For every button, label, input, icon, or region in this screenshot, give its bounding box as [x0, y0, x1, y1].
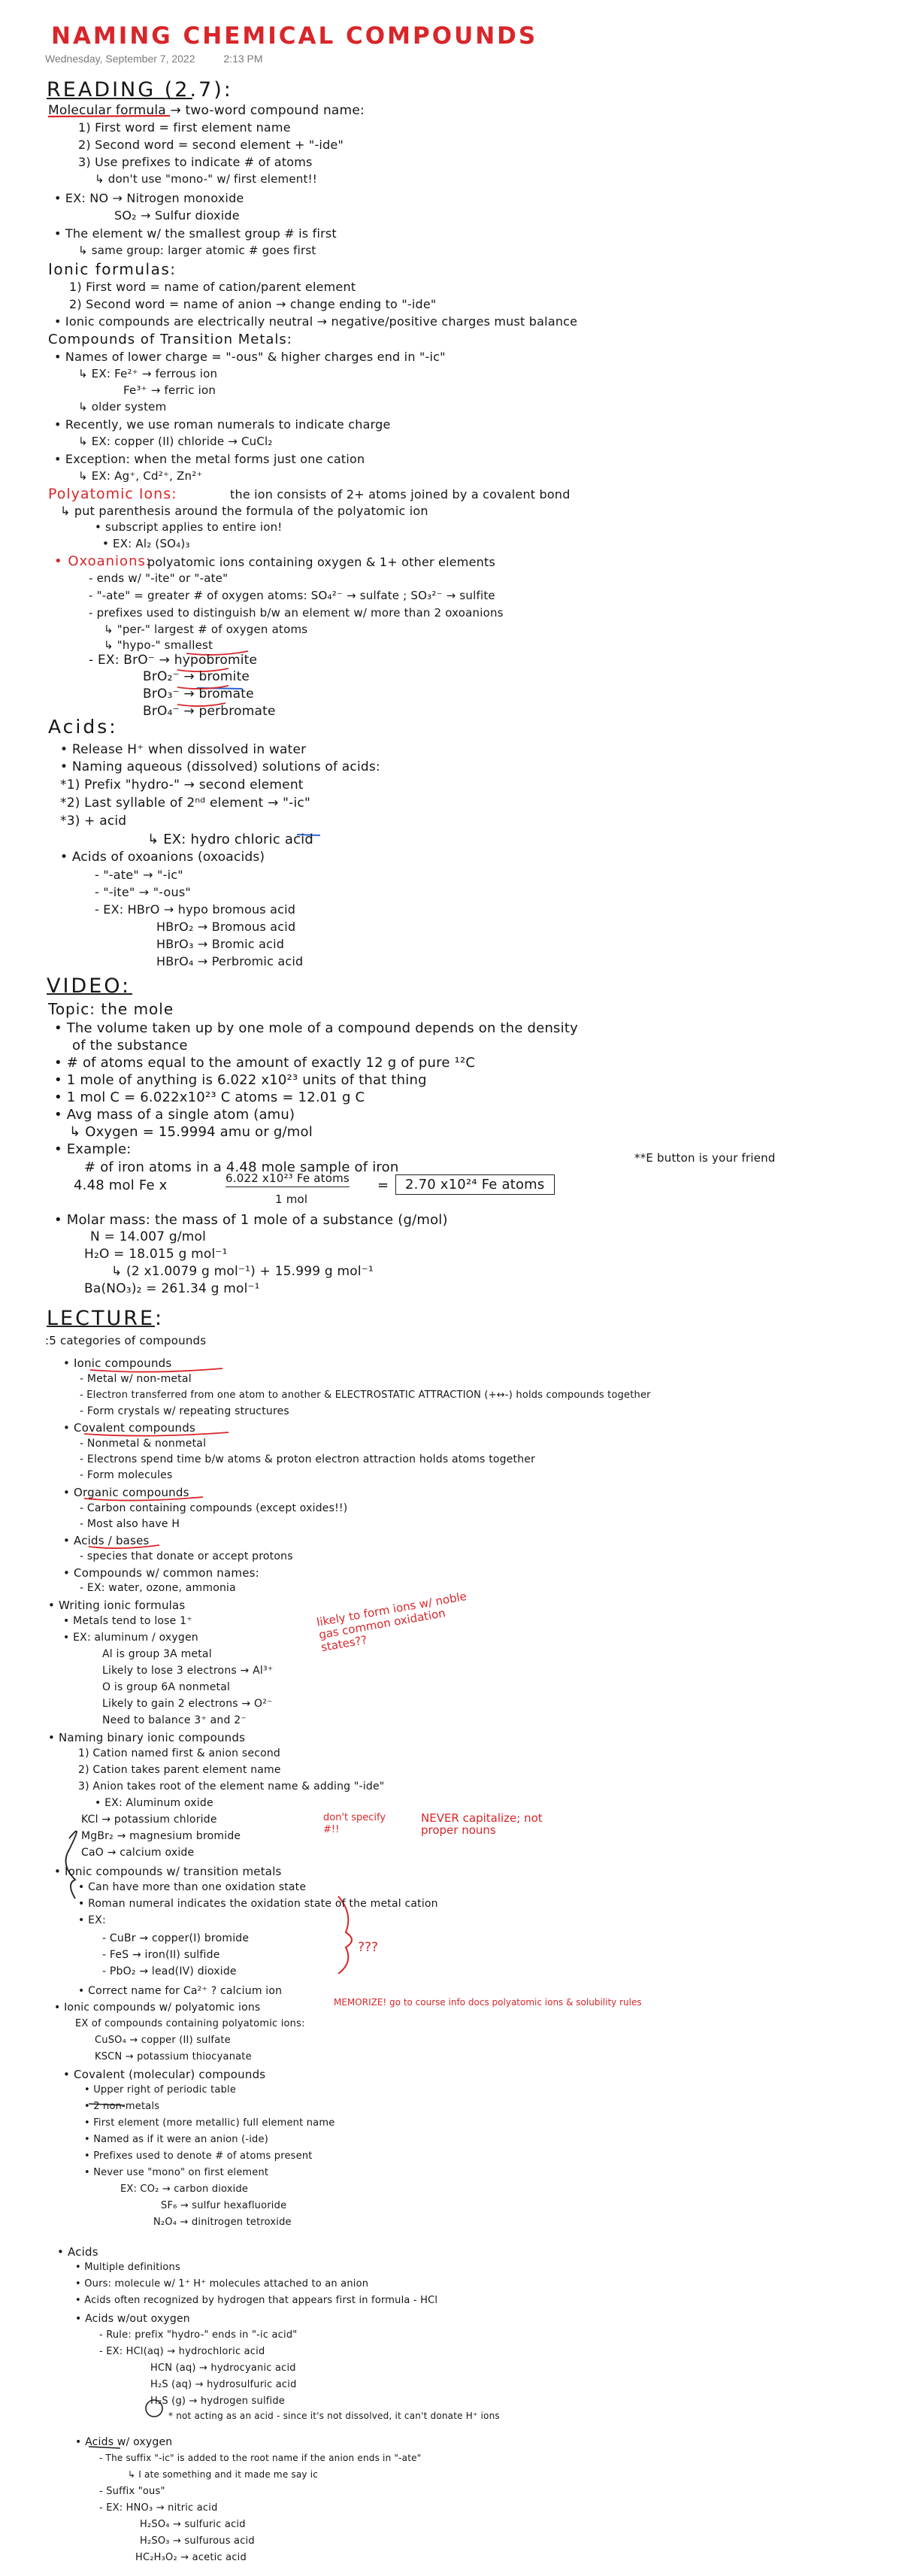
lecture-line: • Never use "mono" on first element	[84, 2167, 269, 2178]
reading-line: • Ionic compounds are electrically neutral → negative/positive charges must balance	[54, 314, 578, 329]
margin-note-memorize: MEMORIZE! go to course info docs polyatomic ions & solubility rules	[334, 1997, 642, 2008]
reading-line: ↳ older system	[78, 400, 167, 414]
reading-line: • EX: Al₂ (SO₄)₃	[102, 537, 190, 550]
lecture-line: • Naming binary ionic compounds	[48, 1731, 246, 1744]
lecture-line: Need to balance 3⁺ and 2⁻	[102, 1714, 247, 1726]
lecture-line: • Acids w/out oxygen	[75, 2313, 190, 2325]
calc-numerator: 6.022 x10²³ Fe atoms	[226, 1171, 350, 1187]
lecture-line: H₂S (aq) → hydrosulfuric acid	[150, 2379, 297, 2390]
reading-line: ↳ "per-" largest # of oxygen atoms	[104, 623, 308, 636]
reading-line: ↳ don't use "mono-" w/ first element!!	[95, 172, 318, 186]
lecture-line: - Carbon containing compounds (except oxides!!)	[80, 1502, 348, 1514]
reading-line: 3) Use prefixes to indicate # of atoms	[78, 155, 313, 169]
video-line: # of iron atoms in a 4.48 mole sample of iron	[84, 1159, 399, 1175]
reading-line: • subscript applies to entire ion!	[95, 520, 283, 534]
lecture-line: H₂S (g) → hydrogen sulfide	[150, 2396, 286, 2407]
reading-line: ↳ EX: Ag⁺, Cd²⁺, Zn²⁺	[78, 469, 203, 483]
video-line: ↳ Oxygen = 15.9994 amu or g/mol	[69, 1124, 313, 1140]
lecture-line: - Most also have H	[80, 1518, 180, 1530]
acids-line: - "-ite" → "-ous"	[95, 885, 191, 899]
video-line: • The volume taken up by one mole of a compound depends on the density	[54, 1020, 578, 1036]
reading-heading: READING (2.7):	[47, 78, 233, 102]
reading-line: • Recently, we use roman numerals to indicate charge	[54, 417, 391, 432]
lecture-line: - Suffix "ous"	[99, 2486, 165, 2497]
lecture-line: • Roman numeral indicates the oxidation state of the metal cation	[78, 1898, 438, 1910]
lecture-line: CuSO₄ → copper (II) sulfate	[95, 2035, 231, 2046]
lecture-line: • EX: Aluminum oxide	[95, 1797, 213, 1809]
calc-left: 4.48 mol Fe x	[74, 1177, 168, 1193]
lecture-line: • 2 non-metals	[84, 2101, 160, 2112]
acids-line: - EX: HBrO → hypo bromous acid	[95, 902, 296, 917]
video-line: • # of atoms equal to the amount of exactly 12 g of pure ¹²C	[54, 1055, 476, 1071]
acids-line: • Naming aqueous (dissolved) solutions of acids:	[60, 759, 380, 774]
lecture-line: • Acids / bases	[63, 1534, 150, 1547]
lecture-line: H₂SO₄ → sulfuric acid	[140, 2519, 246, 2530]
lecture-line: • Upper right of periodic table	[84, 2084, 237, 2096]
calc-denominator: 1 mol	[275, 1193, 308, 1206]
ionic-formulas-heading: Ionic formulas:	[48, 260, 177, 278]
lecture-line: • Covalent compounds	[63, 1421, 195, 1435]
lecture-line: ↳ I ate something and it made me say ic	[128, 2469, 319, 2480]
lecture-line: - Form crystals w/ repeating structures	[80, 1405, 289, 1417]
reading-line: • Exception: when the metal forms just one cation	[54, 452, 365, 466]
acids-heading: Acids:	[48, 716, 118, 738]
reading-line: 1) First word = name of cation/parent element	[69, 280, 356, 294]
acids-line: HBrO₃ → Bromic acid	[156, 937, 285, 951]
lecture-line: 1) Cation named first & anion second	[78, 1747, 281, 1759]
lecture-line: • Ionic compounds w/ transition metals	[54, 1865, 282, 1878]
lecture-line: • Ionic compounds w/ polyatomic ions	[54, 2002, 261, 2014]
lecture-line: • Ours: molecule w/ 1⁺ H⁺ molecules attached to an anion	[75, 2278, 369, 2290]
acids-line: • Release H⁺ when dissolved in water	[60, 742, 307, 757]
lecture-line: - CuBr → copper(I) bromide	[102, 1932, 250, 1944]
margin-note-never-capitalize: NEVER capitalize; not proper nouns	[421, 1811, 543, 1837]
lecture-line: • Covalent (molecular) compounds	[63, 2068, 266, 2081]
reading-line: 2) Second word = name of anion → change ending to "-ide"	[69, 297, 437, 311]
reading-line: 2) Second word = second element + "-ide"	[78, 138, 344, 152]
lecture-line: - PbO₂ → lead(IV) dioxide	[102, 1965, 237, 1977]
lecture-line: Likely to lose 3 electrons → Al³⁺	[102, 1665, 274, 1677]
reading-line: BrO₂⁻ → bromite	[143, 669, 250, 684]
lecture-line: • First element (more metallic) full element name	[84, 2117, 335, 2129]
transition-metals-heading: Compounds of Transition Metals:	[48, 332, 292, 347]
lecture-line: • EX:	[78, 1914, 106, 1926]
margin-note-question: ???	[358, 1940, 379, 1955]
lecture-line: - Metal w/ non-metal	[80, 1373, 192, 1385]
lecture-line: • Multiple definitions	[75, 2262, 180, 2273]
lecture-line: - FeS → iron(II) sulfide	[102, 1949, 220, 1961]
acids-line: HBrO₄ → Perbromic acid	[156, 954, 304, 968]
video-line: Ba(NO₃)₂ = 261.34 g mol⁻¹	[84, 1281, 260, 1296]
video-line: • 1 mol C = 6.022x10²³ C atoms = 12.01 g C	[54, 1089, 365, 1105]
reading-line: • The element w/ the smallest group # is first	[54, 226, 337, 241]
calc-equals: =	[377, 1177, 389, 1193]
video-line: • Example:	[54, 1141, 132, 1157]
acids-line: ↳ EX: hydro chloric acid	[147, 832, 314, 847]
reading-line: - "-ate" = greater # of oxygen atoms: SO₄²⁻ → sulfate ; SO₃²⁻ → sulfite	[89, 589, 495, 602]
oxoanions-heading: • Oxoanions:	[54, 553, 151, 569]
lecture-line: - Electron transferred from one atom to another & ELECTROSTATIC ATTRACTION (+↔-) holds compounds together	[80, 1390, 651, 1401]
lecture-line: • Can have more than one oxidation state	[78, 1881, 307, 1893]
lecture-line: - Form molecules	[80, 1469, 173, 1481]
acids-line: • Acids of oxoanions (oxoacids)	[60, 850, 265, 865]
video-line: N = 14.007 g/mol	[90, 1229, 207, 1244]
video-line: H₂O = 18.015 g mol⁻¹	[84, 1247, 228, 1262]
lecture-line: • Ionic compounds	[63, 1356, 172, 1370]
lecture-line: - species that donate or accept protons	[80, 1550, 293, 1562]
lecture-line: KCl → potassium chloride	[81, 1814, 217, 1826]
lecture-line: • Compounds w/ common names:	[63, 1566, 259, 1580]
lecture-line: • Acids w/ oxygen	[75, 2436, 173, 2448]
note-date: Wednesday, September 7, 2022	[45, 53, 195, 65]
lecture-line: HCN (aq) → hydrocyanic acid	[150, 2362, 296, 2374]
lecture-line: • Prefixes used to denote # of atoms present	[84, 2150, 313, 2162]
lecture-line: CaO → calcium oxide	[81, 1847, 195, 1859]
margin-note-noble-gas: likely to form ions w/ noble gas common oxidation states??	[315, 1589, 468, 1655]
lecture-line: - EX: HCl(aq) → hydrochloric acid	[99, 2346, 265, 2357]
lecture-line: * not acting as an acid - since it's not dissolved, it can't donate H⁺ ions	[168, 2411, 500, 2421]
lecture-line: N₂O₄ → dinitrogen tetroxide	[153, 2217, 292, 2228]
lecture-line: - Nonmetal & nonmetal	[80, 1438, 207, 1450]
lecture-line: - The suffix "-ic" is added to the root name if the anion ends in "-ate"	[99, 2453, 422, 2463]
polyatomic-ions-heading: Polyatomic Ions:	[48, 486, 177, 502]
reading-line: BrO₄⁻ → perbromate	[143, 704, 276, 719]
reading-line: - prefixes used to distinguish b/w an element w/ more than 2 oxoanions	[89, 606, 504, 620]
lecture-line: - EX: water, ozone, ammonia	[80, 1582, 236, 1594]
lecture-line: • Correct name for Ca²⁺ ? calcium ion	[78, 1985, 283, 1997]
lecture-line: - EX: HNO₃ → nitric acid	[99, 2502, 218, 2514]
note-time: 2:13 PM	[223, 53, 263, 65]
lecture-line: Likely to gain 2 electrons → O²⁻	[102, 1698, 273, 1710]
page-title: NAMING CHEMICAL COMPOUNDS	[51, 23, 538, 50]
lecture-line: - Rule: prefix "hydro-" ends in "-ic acid"	[99, 2329, 298, 2341]
lecture-heading: LECTURE:	[47, 1307, 165, 1330]
lecture-line: • Metals tend to lose 1⁺	[63, 1615, 192, 1627]
lecture-line: • Acids	[57, 2245, 98, 2259]
lecture-line: EX: CO₂ → carbon dioxide	[120, 2184, 249, 2195]
calc-result: 2.70 x10²⁴ Fe atoms	[395, 1174, 555, 1195]
lecture-line: 2) Cation takes parent element name	[78, 1764, 281, 1776]
lecture-line: Al is group 3A metal	[102, 1648, 212, 1660]
video-line: • Molar mass: the mass of 1 mole of a substance (g/mol)	[54, 1212, 448, 1228]
reading-line: - EX: BrO⁻ → hypobromite	[89, 653, 258, 668]
lecture-line: • Organic compounds	[63, 1486, 189, 1499]
lecture-line: :5 categories of compounds	[45, 1334, 207, 1347]
reading-line: SO₂ → Sulfur dioxide	[114, 208, 240, 223]
acids-line: - "-ate" → "-ic"	[95, 868, 183, 882]
acids-line: *2) Last syllable of 2ⁿᵈ element → "-ic"	[60, 796, 310, 811]
reading-line: • Names of lower charge = "-ous" & higher charges end in "-ic"	[54, 350, 446, 364]
video-line: • 1 mole of anything is 6.022 x10²³ units of that thing	[54, 1072, 427, 1088]
lecture-line: • EX: aluminum / oxygen	[63, 1632, 198, 1644]
lecture-line: - Electrons spend time b/w atoms & proton electron attraction holds atoms together	[80, 1453, 536, 1465]
reading-line: ↳ EX: copper (II) chloride → CuCl₂	[78, 435, 273, 448]
reading-line: ↳ put parenthesis around the formula of the polyatomic ion	[60, 504, 428, 518]
acids-line: *1) Prefix "hydro-" → second element	[60, 777, 304, 792]
e-button-note: **E button is your friend	[634, 1151, 776, 1165]
lecture-line: HC₂H₃O₂ → acetic acid	[135, 2552, 247, 2563]
reading-line: ↳ EX: Fe²⁺ → ferrous ion	[78, 367, 218, 380]
lecture-line: • Named as if it were an anion (-ide)	[84, 2134, 268, 2145]
lecture-line: • Writing ionic formulas	[48, 1599, 186, 1612]
video-topic: Topic: the mole	[48, 1000, 174, 1018]
reading-line: Fe³⁺ → ferric ion	[123, 383, 216, 397]
reading-line: - ends w/ "-ite" or "-ate"	[89, 571, 229, 585]
lecture-line: EX of compounds containing polyatomic ions:	[75, 2018, 305, 2029]
lecture-line: KSCN → potassium thiocyanate	[95, 2051, 252, 2062]
lecture-line: MgBr₂ → magnesium bromide	[81, 1830, 241, 1842]
video-heading: VIDEO:	[47, 974, 132, 998]
reading-line: Molecular formula → two-word compound name:	[48, 103, 365, 118]
lecture-line: • Acids often recognized by hydrogen that appears first in formula - HCl	[75, 2295, 438, 2306]
reading-line: polyatomic ions containing oxygen & 1+ other elements	[147, 555, 495, 569]
reading-line: the ion consists of 2+ atoms joined by a covalent bond	[230, 487, 571, 502]
video-line: of the substance	[72, 1038, 188, 1053]
video-line: ↳ (2 x1.0079 g mol⁻¹) + 15.999 g mol⁻¹	[111, 1264, 374, 1279]
reading-line: BrO₃⁻ → bromate	[143, 686, 254, 702]
reading-line: ↳ same group: larger atomic # goes first	[78, 244, 316, 257]
lecture-line: O is group 6A nonmetal	[102, 1681, 231, 1693]
reading-line: • EX: NO → Nitrogen monoxide	[54, 191, 244, 205]
reading-line: 1) First word = first element name	[78, 120, 291, 135]
lecture-line: SF₆ → sulfur hexafluoride	[161, 2200, 287, 2211]
margin-note-dont-specify: don't specify #!!	[323, 1812, 386, 1835]
video-line: • Avg mass of a single atom (amu)	[54, 1107, 295, 1123]
acids-line: *3) + acid	[60, 814, 127, 829]
lecture-line: 3) Anion takes root of the element name & adding "-ide"	[78, 1780, 385, 1793]
lecture-line: H₂SO₃ → sulfurous acid	[140, 2535, 255, 2547]
acids-line: HBrO₂ → Bromous acid	[156, 920, 296, 934]
reading-line: ↳ "hypo-" smallest	[104, 638, 213, 652]
